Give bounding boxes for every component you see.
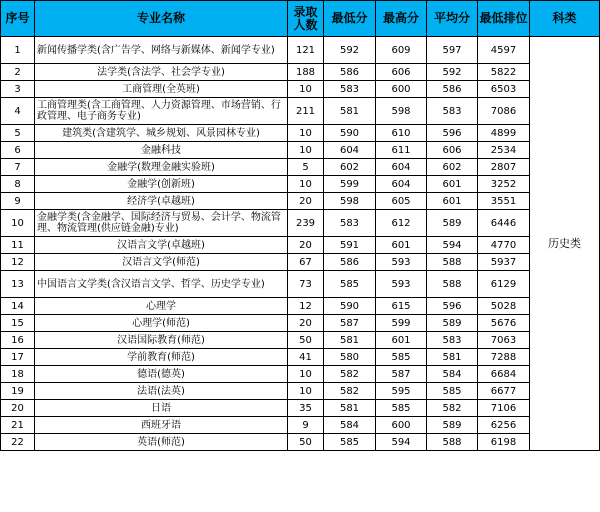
- table-row: [1, 159, 600, 176]
- cell-max-score: 609: [376, 37, 427, 64]
- table-row: [1, 237, 600, 254]
- cell-min-score: 582: [324, 366, 376, 383]
- cell-avg-score: 582: [427, 400, 478, 417]
- cell-max-score: 595: [376, 383, 427, 400]
- cell-min-score: 581: [324, 400, 376, 417]
- cell-avg-score: 581: [427, 349, 478, 366]
- cell-min-rank: 6503: [478, 81, 530, 98]
- cell-major: 汉语国际教育(师范): [35, 332, 288, 349]
- cell-seq: 5: [1, 125, 35, 142]
- cell-enroll: 67: [288, 254, 324, 271]
- cell-min-rank: 2807: [478, 159, 530, 176]
- header-avg-score: 平均分: [427, 1, 478, 37]
- header-min-score: 最低分: [324, 1, 376, 37]
- table-row: [1, 417, 600, 434]
- cell-avg-score: 597: [427, 37, 478, 64]
- cell-min-rank: 7288: [478, 349, 530, 366]
- cell-seq: 13: [1, 271, 35, 298]
- cell-seq: 14: [1, 298, 35, 315]
- cell-min-score: 602: [324, 159, 376, 176]
- cell-min-score: 590: [324, 298, 376, 315]
- cell-avg-score: 585: [427, 383, 478, 400]
- table-row: [1, 366, 600, 383]
- cell-min-score: 581: [324, 98, 376, 125]
- cell-enroll: 50: [288, 434, 324, 451]
- cell-max-score: 600: [376, 417, 427, 434]
- cell-major: 德语(德英): [35, 366, 288, 383]
- cell-seq: 6: [1, 142, 35, 159]
- cell-min-rank: 6446: [478, 210, 530, 237]
- header-enroll: 录取人数: [288, 1, 324, 37]
- cell-min-score: 583: [324, 81, 376, 98]
- cell-min-score: 592: [324, 37, 376, 64]
- cell-major: 心理学(师范): [35, 315, 288, 332]
- table-row: [1, 142, 600, 159]
- cell-min-rank: 7106: [478, 400, 530, 417]
- cell-seq: 12: [1, 254, 35, 271]
- cell-max-score: 601: [376, 332, 427, 349]
- table-row: [1, 64, 600, 81]
- cell-major: 日语: [35, 400, 288, 417]
- cell-enroll: 10: [288, 383, 324, 400]
- cell-max-score: 612: [376, 210, 427, 237]
- cell-seq: 15: [1, 315, 35, 332]
- table-row: [1, 98, 600, 125]
- cell-major: 金融学类(含金融学、国际经济与贸易、会计学、物流管理、物流管理(供应链金融)专业): [35, 210, 288, 237]
- cell-seq: 10: [1, 210, 35, 237]
- cell-min-rank: 6256: [478, 417, 530, 434]
- cell-seq: 9: [1, 193, 35, 210]
- cell-enroll: 73: [288, 271, 324, 298]
- cell-seq: 8: [1, 176, 35, 193]
- cell-enroll: 41: [288, 349, 324, 366]
- cell-min-rank: 4597: [478, 37, 530, 64]
- header-major: 专业名称: [35, 1, 288, 37]
- cell-min-score: 583: [324, 210, 376, 237]
- cell-max-score: 594: [376, 434, 427, 451]
- cell-min-rank: 7063: [478, 332, 530, 349]
- header-max-score: 最高分: [376, 1, 427, 37]
- cell-min-rank: 6684: [478, 366, 530, 383]
- cell-enroll: 9: [288, 417, 324, 434]
- cell-avg-score: 589: [427, 210, 478, 237]
- cell-enroll: 12: [288, 298, 324, 315]
- cell-min-score: 585: [324, 271, 376, 298]
- cell-min-score: 598: [324, 193, 376, 210]
- cell-major: 西班牙语: [35, 417, 288, 434]
- cell-min-rank: 6198: [478, 434, 530, 451]
- cell-enroll: 5: [288, 159, 324, 176]
- cell-avg-score: 583: [427, 332, 478, 349]
- cell-min-rank: 5822: [478, 64, 530, 81]
- cell-min-rank: 2534: [478, 142, 530, 159]
- cell-max-score: 604: [376, 159, 427, 176]
- cell-max-score: 585: [376, 400, 427, 417]
- cell-major: 学前教育(师范): [35, 349, 288, 366]
- cell-avg-score: 583: [427, 98, 478, 125]
- cell-max-score: 600: [376, 81, 427, 98]
- cell-avg-score: 601: [427, 193, 478, 210]
- cell-seq: 2: [1, 64, 35, 81]
- cell-major: 新闻传播学类(含广告学、网络与新媒体、新闻学专业): [35, 37, 288, 64]
- cell-seq: 22: [1, 434, 35, 451]
- header-row: [1, 1, 600, 37]
- cell-major: 金融学(数理金融实验班): [35, 159, 288, 176]
- cell-seq: 19: [1, 383, 35, 400]
- cell-seq: 3: [1, 81, 35, 98]
- cell-min-rank: 3252: [478, 176, 530, 193]
- cell-enroll: 10: [288, 125, 324, 142]
- table-row: [1, 298, 600, 315]
- cell-enroll: 121: [288, 37, 324, 64]
- table-row: [1, 271, 600, 298]
- cell-max-score: 593: [376, 254, 427, 271]
- cell-major: 法学类(含法学、社会学专业): [35, 64, 288, 81]
- cell-seq: 4: [1, 98, 35, 125]
- cell-min-score: 587: [324, 315, 376, 332]
- table-row: [1, 254, 600, 271]
- cell-enroll: 10: [288, 366, 324, 383]
- cell-max-score: 599: [376, 315, 427, 332]
- cell-max-score: 615: [376, 298, 427, 315]
- cell-seq: 17: [1, 349, 35, 366]
- cell-avg-score: 606: [427, 142, 478, 159]
- cell-min-score: 581: [324, 332, 376, 349]
- cell-avg-score: 594: [427, 237, 478, 254]
- cell-seq: 20: [1, 400, 35, 417]
- cell-major: 金融学(创新班): [35, 176, 288, 193]
- cell-seq: 21: [1, 417, 35, 434]
- cell-min-score: 604: [324, 142, 376, 159]
- cell-enroll: 10: [288, 176, 324, 193]
- cell-major: 工商管理(全英班): [35, 81, 288, 98]
- cell-avg-score: 589: [427, 417, 478, 434]
- cell-enroll: 20: [288, 237, 324, 254]
- cell-min-score: 586: [324, 254, 376, 271]
- cell-enroll: 188: [288, 64, 324, 81]
- table-row: [1, 434, 600, 451]
- cell-major: 建筑类(含建筑学、城乡规划、风景园林专业): [35, 125, 288, 142]
- cell-avg-score: 588: [427, 254, 478, 271]
- cell-min-score: 584: [324, 417, 376, 434]
- cell-major: 心理学: [35, 298, 288, 315]
- table-row: [1, 125, 600, 142]
- table-row: [1, 210, 600, 237]
- table-row: [1, 383, 600, 400]
- cell-min-rank: 5937: [478, 254, 530, 271]
- cell-major: 中国语言文学类(含汉语言文学、哲学、历史学专业): [35, 271, 288, 298]
- cell-min-score: 590: [324, 125, 376, 142]
- cell-seq: 1: [1, 37, 35, 64]
- cell-avg-score: 588: [427, 271, 478, 298]
- cell-min-rank: 5676: [478, 315, 530, 332]
- cell-enroll: 35: [288, 400, 324, 417]
- table-row: [1, 400, 600, 417]
- cell-avg-score: 592: [427, 64, 478, 81]
- cell-max-score: 604: [376, 176, 427, 193]
- table-row: [1, 176, 600, 193]
- cell-enroll: 50: [288, 332, 324, 349]
- cell-seq: 11: [1, 237, 35, 254]
- cell-max-score: 611: [376, 142, 427, 159]
- table-row: [1, 332, 600, 349]
- cell-min-rank: 4899: [478, 125, 530, 142]
- cell-avg-score: 586: [427, 81, 478, 98]
- cell-min-score: 599: [324, 176, 376, 193]
- cell-min-score: 582: [324, 383, 376, 400]
- cell-min-rank: 6677: [478, 383, 530, 400]
- cell-min-rank: 5028: [478, 298, 530, 315]
- header-min-rank: 最低排位: [478, 1, 530, 37]
- cell-max-score: 585: [376, 349, 427, 366]
- cell-max-score: 601: [376, 237, 427, 254]
- header-subject: 科类: [530, 1, 600, 37]
- cell-major: 工商管理类(含工商管理、人力资源管理、市场营销、行政管理、电子商务专业): [35, 98, 288, 125]
- cell-max-score: 587: [376, 366, 427, 383]
- cell-min-rank: 7086: [478, 98, 530, 125]
- cell-subject: 历史类: [530, 37, 600, 451]
- table-row: [1, 349, 600, 366]
- cell-avg-score: 589: [427, 315, 478, 332]
- cell-enroll: 10: [288, 142, 324, 159]
- cell-min-rank: 6129: [478, 271, 530, 298]
- cell-major: 汉语言文学(卓越班): [35, 237, 288, 254]
- cell-max-score: 598: [376, 98, 427, 125]
- cell-min-rank: 4770: [478, 237, 530, 254]
- cell-max-score: 605: [376, 193, 427, 210]
- cell-min-score: 580: [324, 349, 376, 366]
- cell-min-rank: 3551: [478, 193, 530, 210]
- cell-enroll: 211: [288, 98, 324, 125]
- cell-major: 金融科技: [35, 142, 288, 159]
- cell-avg-score: 596: [427, 125, 478, 142]
- cell-avg-score: 602: [427, 159, 478, 176]
- cell-enroll: 10: [288, 81, 324, 98]
- cell-seq: 16: [1, 332, 35, 349]
- cell-enroll: 20: [288, 193, 324, 210]
- cell-max-score: 593: [376, 271, 427, 298]
- cell-major: 英语(师范): [35, 434, 288, 451]
- table-body: [1, 37, 600, 451]
- table-row: [1, 37, 600, 64]
- cell-seq: 18: [1, 366, 35, 383]
- cell-avg-score: 584: [427, 366, 478, 383]
- table-row: [1, 81, 600, 98]
- cell-max-score: 606: [376, 64, 427, 81]
- cell-min-score: 585: [324, 434, 376, 451]
- cell-avg-score: 596: [427, 298, 478, 315]
- cell-enroll: 20: [288, 315, 324, 332]
- table-row: [1, 315, 600, 332]
- cell-min-score: 586: [324, 64, 376, 81]
- cell-avg-score: 601: [427, 176, 478, 193]
- cell-major: 法语(法英): [35, 383, 288, 400]
- cell-seq: 7: [1, 159, 35, 176]
- cell-major: 经济学(卓越班): [35, 193, 288, 210]
- table-row: [1, 193, 600, 210]
- header-seq: 序号: [1, 1, 35, 37]
- cell-major: 汉语言文学(师范): [35, 254, 288, 271]
- cell-enroll: 239: [288, 210, 324, 237]
- cell-min-score: 591: [324, 237, 376, 254]
- cell-avg-score: 588: [427, 434, 478, 451]
- cell-max-score: 610: [376, 125, 427, 142]
